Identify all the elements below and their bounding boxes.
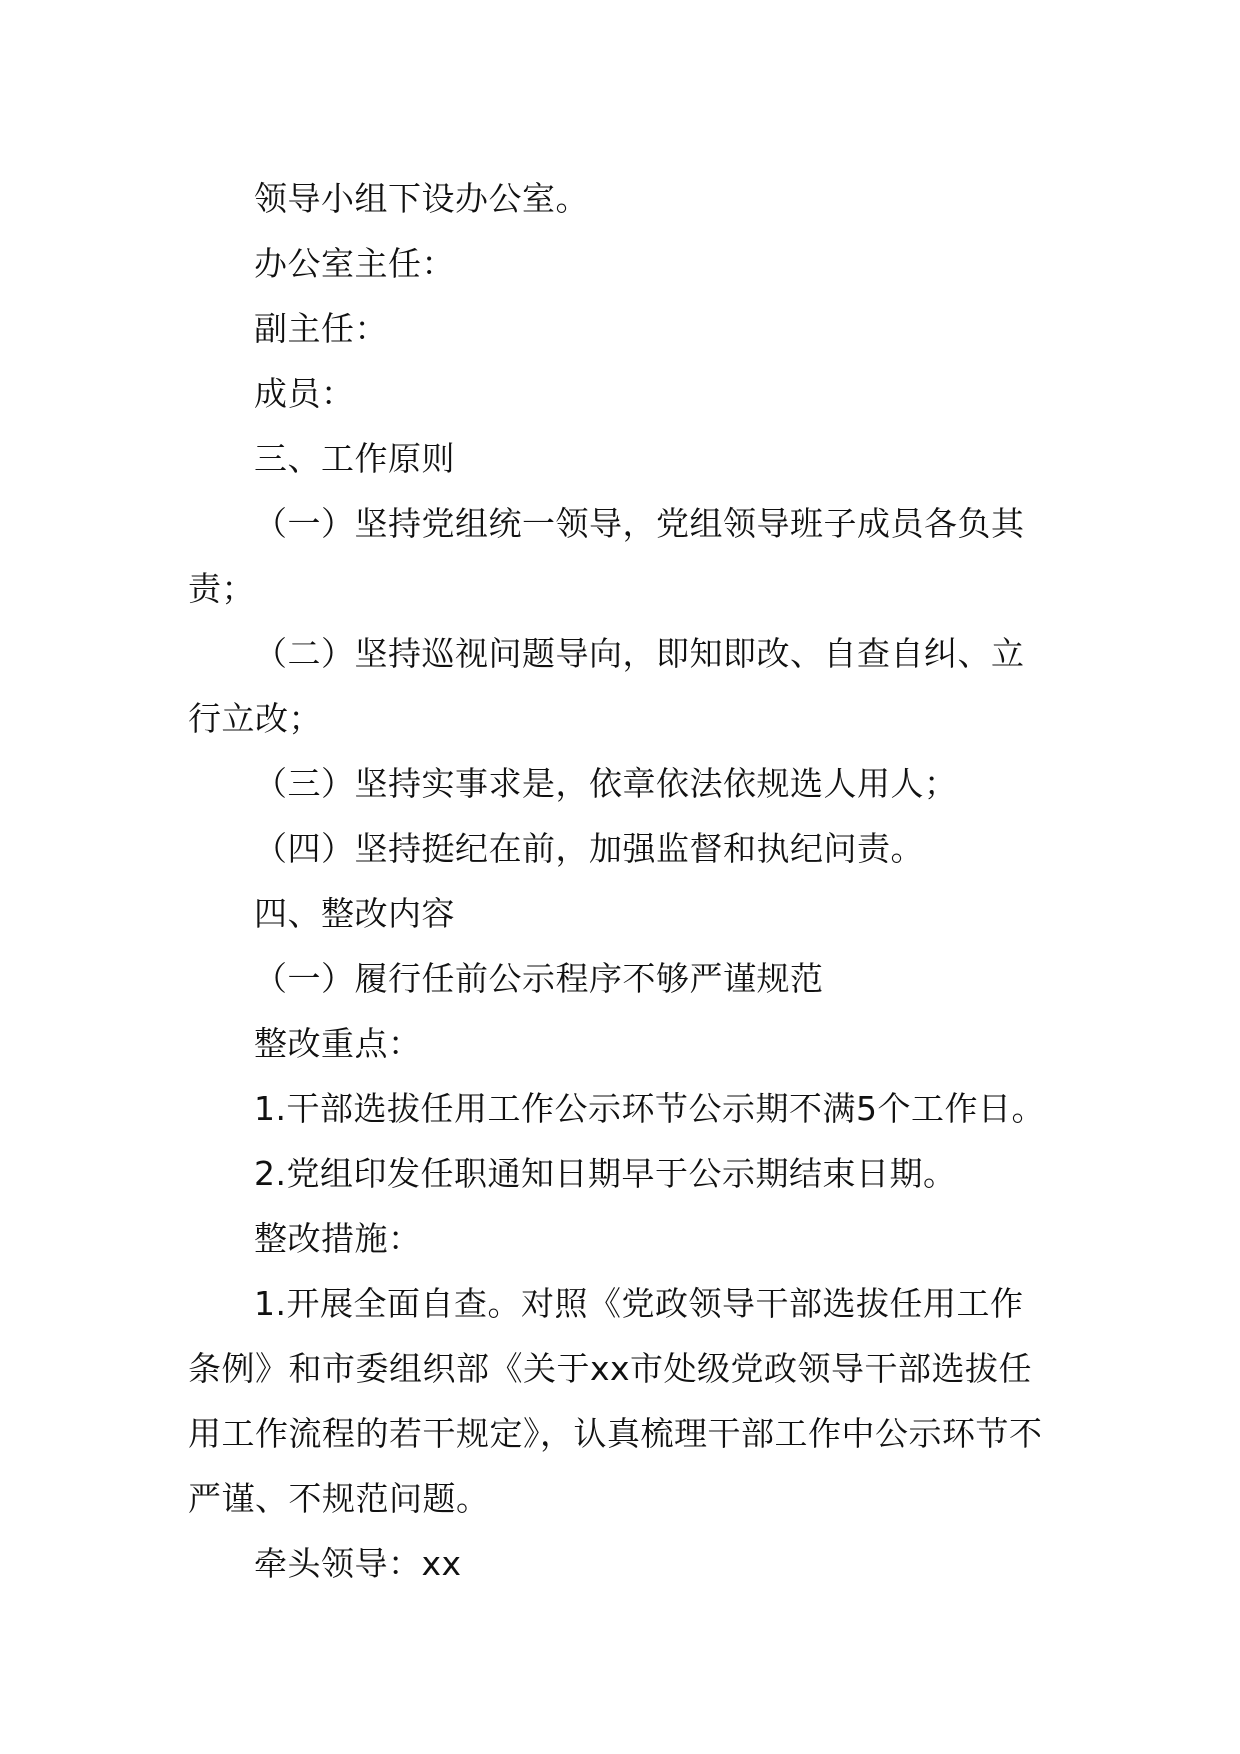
paragraph-office-director: 办公室主任： [254,244,455,283]
paragraph-deputy-director: 副主任： [254,309,388,348]
principle-item-2: （二）坚持巡视问题导向，即知即改、自查自纠、立行立改； [188,634,1025,738]
subsection-heading-1: （一）履行任前公示程序不够严谨规范 [254,959,824,998]
key-point-item-1: 1.干部选拔任用工作公示环节公示期不满5个工作日。 [254,1089,1045,1128]
measure-item-1: 1.开展全面自查。对照《党政领导干部选拔任用工作条例》和市委组织部《关于xx市处级党政领导干部选拔任用工作流程的若干规定》，认真梳理干部工作中公示环节不严谨、不规范问题。 [188,1284,1043,1518]
lead-official: 牵头领导：xx [254,1544,462,1583]
label-measures: 整改措施： [254,1219,422,1258]
label-key-points: 整改重点： [254,1024,422,1063]
document-body [188,166,1056,1596]
key-point-item-2: 2.党组印发任职通知日期早于公示期结束日期。 [254,1154,957,1193]
paragraph-office-setup: 领导小组下设办公室。 [254,179,589,218]
principle-item-3: （三）坚持实事求是，依章依法依规选人用人； [254,764,958,803]
principle-item-1: （一）坚持党组统一领导，党组领导班子成员各负其责； [188,504,1025,608]
section-heading-principles: 三、工作原则 [254,439,455,478]
section-heading-content: 四、整改内容 [254,894,455,933]
principle-item-4: （四）坚持挺纪在前，加强监督和执纪问责。 [254,829,924,868]
paragraph-members: 成员： [254,374,355,413]
